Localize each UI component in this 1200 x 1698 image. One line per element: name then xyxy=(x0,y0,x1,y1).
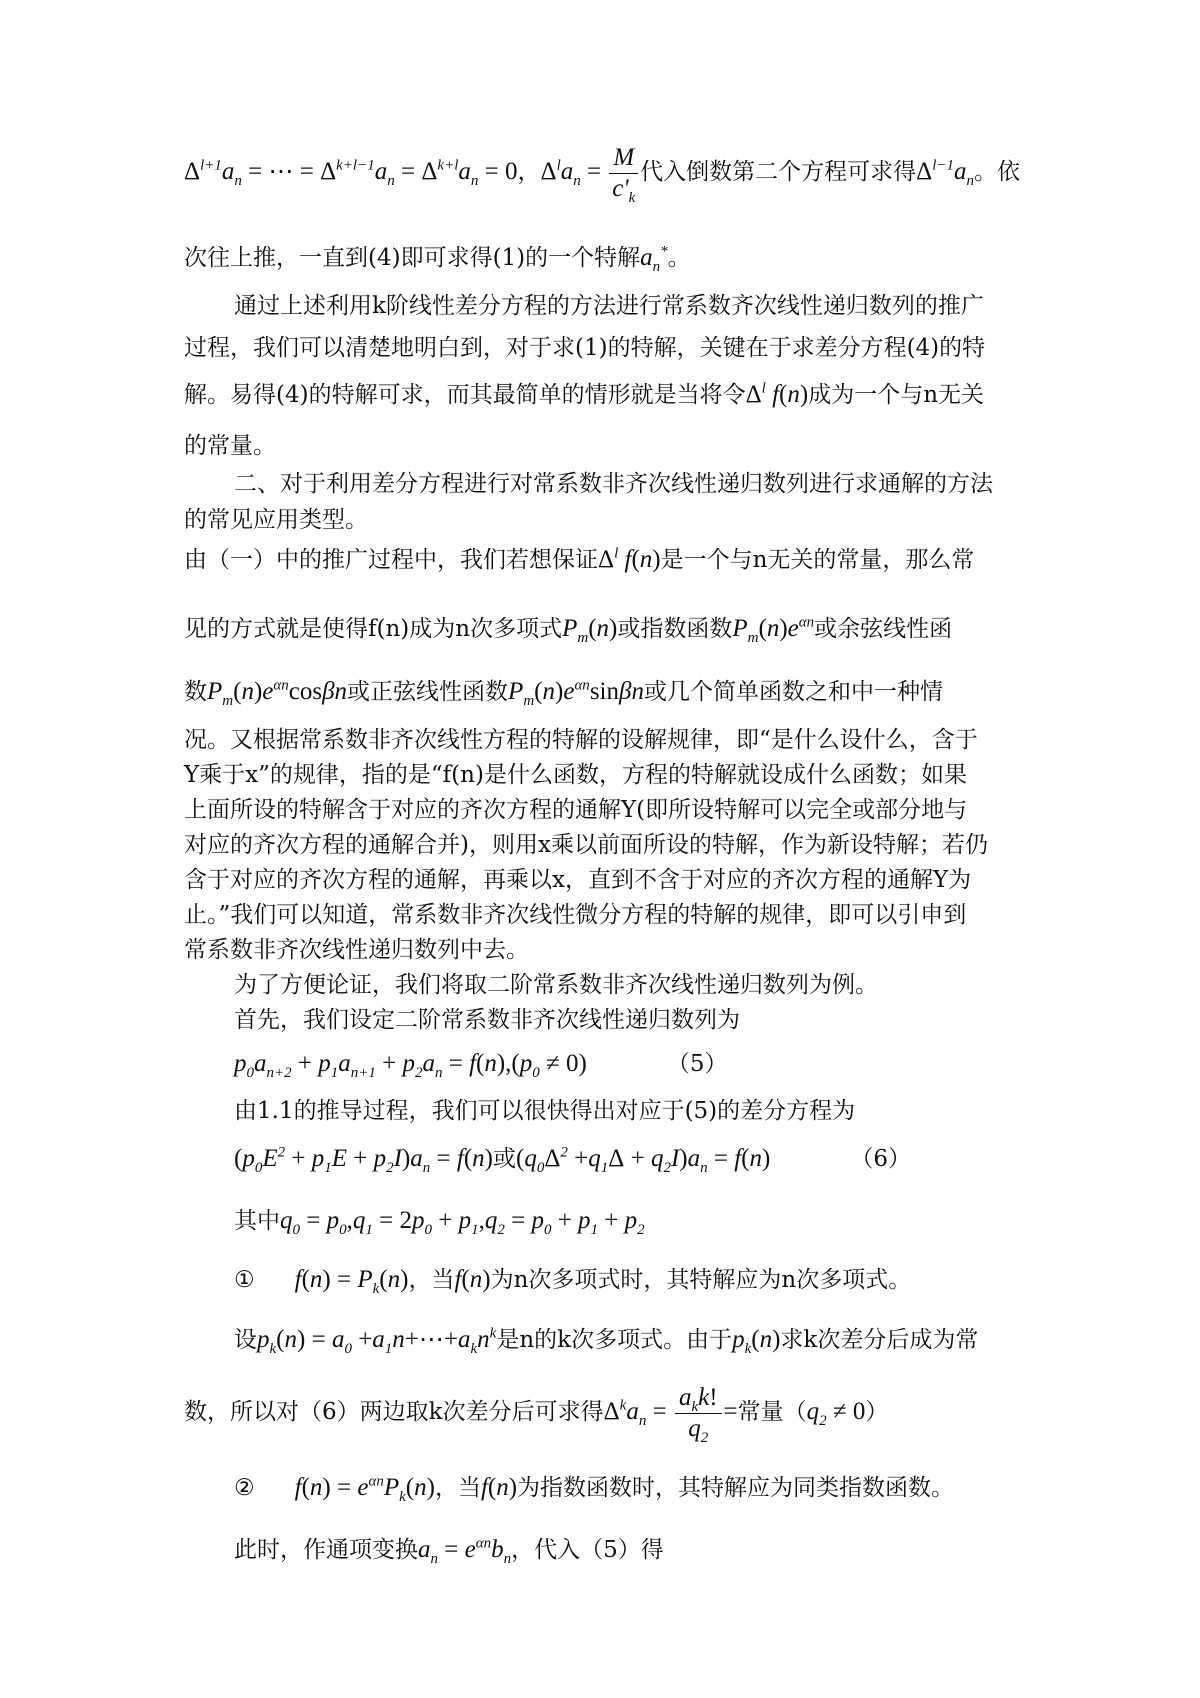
para5-line-1: 由（一）中的推广过程中，我们若想保证$\Delta^l$ f(n)是一个与n无关的常量，那么常 xyxy=(184,545,975,573)
para10: 设$p_k(n) = a_0$ $+a_1n+\cdots+a_kn^k$是n的k次多项式。由于$p_k(n)$求k次差分后成为常 xyxy=(234,1325,979,1357)
formula-delta-chain: $\Delta^{l+1}a_n$ = ⋯ = $\Delta^{k+l-1}a_n = \Delta^{k+l}a_n = 0$ xyxy=(184,157,518,189)
formula-transform: $a_n = e^{\alpha n}b_n$ xyxy=(418,1535,512,1567)
para12: 此时，作通项变换$a_n = e^{\alpha n}b_n$，代入（5）得 xyxy=(234,1535,664,1567)
para6: 为了方便论证，我们将取二阶常系数非齐次线性递归数列为例。 xyxy=(234,972,878,998)
text-line-2: 次往上推，一直到(4)即可求得(1)的一个特解$a_n^*$。 xyxy=(184,243,691,275)
case-1: ① $f(n) = P_k(n)$，当f(n)为n次多项式时，其特解应为n次多项式。 xyxy=(234,1266,912,1297)
case-2: ② $f(n) = e^{\alpha n}P_k(n)$，当f(n)为指数函数时，其特解应为同类指数函数。 xyxy=(234,1473,955,1505)
formula-pk: $p_k(n)$ xyxy=(732,1326,781,1357)
para4-line-2: 的常见应用类型。 xyxy=(184,507,368,533)
para5-line-2: 见的方式就是使得f(n)成为n次多项式$P_m(n)$或指数函数$P_m(n)e^{\alpha n}$或余弦线性函 xyxy=(184,614,953,646)
para9: 其中$q_0 = p_0,q_1 = 2p_0 + p_1,q_2 = p_0 + p_1 + p_2$ xyxy=(234,1207,645,1238)
formula-delta-f-2: $\Delta^l$ f(n) xyxy=(598,545,661,573)
case-2-number: ② xyxy=(234,1475,255,1501)
para3-line-1: 通过上述利用k阶线性差分方程的方法进行常系数齐次线性递归数列的推广 xyxy=(234,293,984,319)
formula-delta-k: $\Delta^ka_n$ = $\frac{a_kk!}{q_2}$ = xyxy=(603,1383,738,1446)
formula-eq6-right: $(q_0\Delta^2 +q_1\Delta + q_2I)a_n = f(n)$ xyxy=(515,1144,771,1176)
text-line-1: $\Delta^{l+1}a_n$ = ⋯ = $\Delta^{k+l-1}a_n = \Delta^{k+l}a_n = 0$，$\Delta^la_n$ = $\frac{M}{c'_k}$ 代入倒数第二个方程可求得$\Delta^{l-1}a_n$。依 xyxy=(184,143,1021,206)
eq5-label: （5） xyxy=(666,1051,728,1077)
formula-pm-cos: $P_m(n)e^{\alpha n}\cos\beta n$ xyxy=(207,677,348,709)
para4-line-1: 二、对于利用差分方程进行对常系数非齐次线性递归数列进行求通解的方法 xyxy=(234,471,993,497)
para7: 首先，我们设定二阶常系数非齐次线性递归数列为 xyxy=(234,1007,740,1033)
formula-eq6-left: $(p_0E^2 + p_1E + p_2I)a_n = f(n)$ xyxy=(234,1144,493,1176)
equation-5 xyxy=(234,1046,1024,1082)
formula-particular-solution: $a_n^*$ xyxy=(640,243,668,275)
para5-line-8: 含于对应的齐次方程的通解，再乘以x，直到不含于对应的齐次方程的通解Y为 xyxy=(184,867,972,893)
formula-pm: $P_m(n)$ xyxy=(562,615,618,646)
formula-fn: f(n) xyxy=(454,1266,491,1293)
equation-6: $(p_0E^2 + p_1E + p_2I)a_n = f(n)$或$(q_0\Delta^2 +q_1\Delta + q_2I)a_n = f(n)$ （6） xyxy=(234,1144,911,1176)
formula-delta-f: $\Delta^l$ f(n) xyxy=(745,380,809,408)
para5-line-6: 上面所设的特解含于对应的齐次方程的通解Y(即所设特解可以完全或部分地与 xyxy=(184,797,968,823)
formula-q-coefficients: $q_0 = p_0,q_1 = 2p_0 + p_1,q_2 = p_0 + p_1 + p_2$ xyxy=(280,1207,645,1238)
para5-line-5: Y乘于x”的规律，指的是“f(n)是什么函数，方程的特解就设成什么函数；如果 xyxy=(184,762,967,788)
formula-pm-sin: $P_m(n)e^{\alpha n}\sin\beta n$ xyxy=(508,677,644,709)
formula-eq5: $p_0a_{n+2} + p_1a_{n+1} + p_2a_n = f(n),(p_0 \ne 0)$ xyxy=(234,1050,587,1081)
case-1-number: ① xyxy=(234,1267,255,1293)
formula-case1: $f(n) = P_k(n)$ xyxy=(294,1266,409,1297)
formula-fn-2: f(n) xyxy=(480,1474,518,1501)
formula-delta-l: $\Delta^la_n$ = $\frac{M}{c'_k}$ xyxy=(540,158,640,185)
para3-line-3: 解。易得(4)的特解可求，而其最简单的情形就是当将令$\Delta^l$ f(n)成为一个与n无关 xyxy=(184,380,985,408)
formula-pm-exp: $P_m(n)e^{\alpha n}$ xyxy=(732,614,815,646)
para5-line-4: 况。又根据常系数非齐次线性方程的特解的设解规律，即“是什么设什么，含于 xyxy=(184,727,978,753)
para5-line-10: 常系数非齐次线性递归数列中去。 xyxy=(184,937,529,963)
para5-line-9: 止。”我们可以知道，常系数非齐次线性微分方程的特解的规律，即可以引申到 xyxy=(184,902,967,928)
para11: 数，所以对（6）两边取k次差分后可求得$\Delta^ka_n$ = $\frac{a_kk!}{q_2}$ =常量$(q_2 \ne 0)$ xyxy=(184,1383,889,1446)
formula-case2: $f(n) = e^{\alpha n}P_k(n)$ xyxy=(294,1473,435,1505)
para8: 由1.1的推导过程，我们可以很快得出对应于(5)的差分方程为 xyxy=(234,1098,856,1124)
para3-line-2: 过程，我们可以清楚地明白到，对于求(1)的特解，关键在于求差分方程(4)的特 xyxy=(184,335,986,361)
formula-q2-nonzero: $q_2 \ne 0$ xyxy=(806,1398,866,1429)
para5-line-3: 数$P_m(n)e^{\alpha n}\cos\beta n$或正弦线性函数$P_m(n)e^{\alpha n}\sin\beta n$或几个简单函数之和中一种情 xyxy=(184,677,943,709)
para5-line-7: 对应的齐次方程的通解合并)，则用x乘以前面所设的特解，作为新设特解；若仍 xyxy=(184,832,988,858)
formula-pk-poly: $p_k(n) = a_0$ $+a_1n+\cdots+a_kn^k$ xyxy=(257,1325,497,1357)
para3-line-4: 的常量。 xyxy=(184,433,276,459)
eq6-label: （6） xyxy=(850,1146,911,1172)
formula-delta-l-minus-1: $\Delta^{l-1}a_n$ xyxy=(916,157,975,189)
